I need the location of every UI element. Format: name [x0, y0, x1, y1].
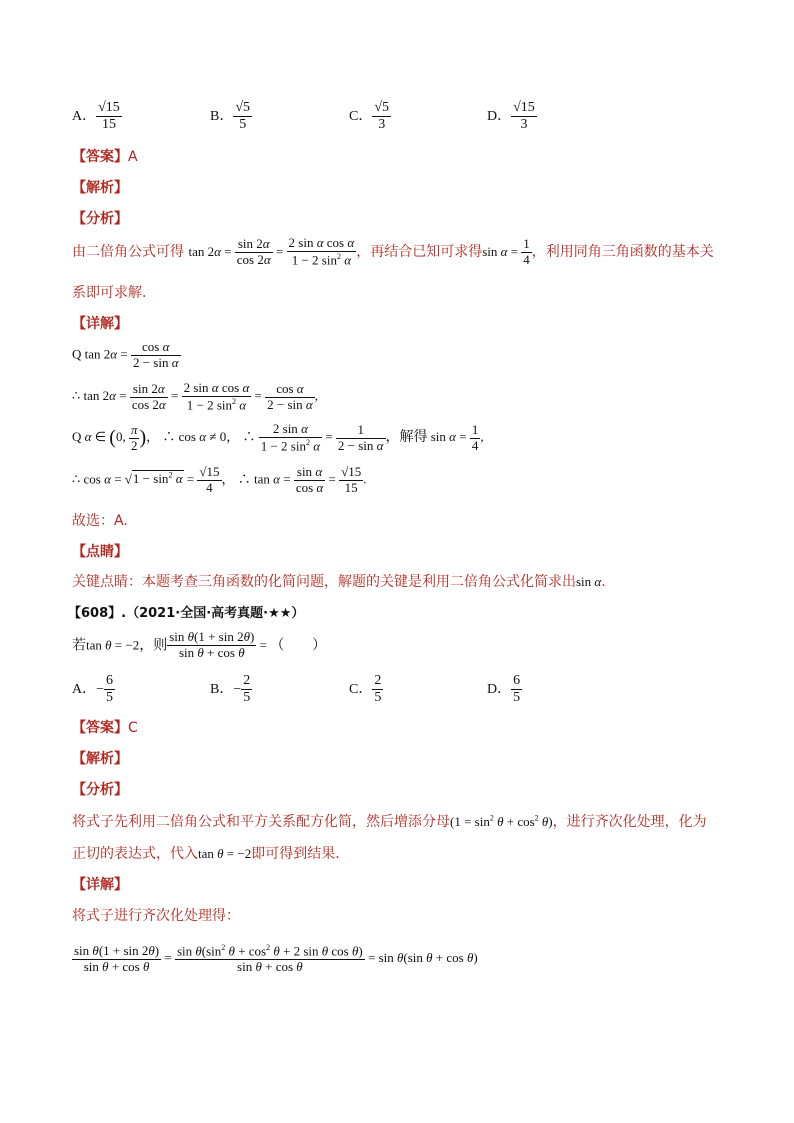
q2-fenxi-line1: 将式子先利用二倍角公式和平方关系配方化简，然后增添分母$(1 = \sin^2 \theta + \cos^2 \theta)$，进行齐次化处理，化为: [72, 813, 707, 830]
q2-fenxi-tag: 【分析】: [72, 782, 128, 798]
q2-option-b: B．− $\frac{2}{5}$: [210, 673, 251, 706]
q1-step1-formula: Q tan 2α = $\frac{\text{cos α}}{\text{2 − sin α}}$: [72, 339, 179, 370]
q1-fenxi-line2: 系即可求解.: [72, 285, 147, 301]
q1-option-c: C． $\frac{√5}{3}$: [349, 100, 390, 133]
q2-stem: 若tan θ = −2，则 $\frac{\text{sin θ(1 + sin 2θ)}}{\text{sin θ + cos θ}}$ = （ ）: [72, 629, 327, 660]
q2-option-d: D． $\frac{6}{5}$: [487, 673, 521, 706]
q1-choice: 故选：A.: [72, 513, 128, 529]
q1-dianjing-tag: 【点睛】: [72, 544, 128, 560]
q2-header: 【608】.（2021·全国·高考真题·★★）: [68, 606, 305, 621]
q1-xiangjie-tag: 【详解】: [72, 316, 128, 332]
q2-final-formula: $\frac{\text{sin θ(1 + sin 2θ)}}{\text{sin θ + cos θ}}$ = $\frac{\sin \theta(\sin^2 \theta + \cos^2 \theta + 2 \sin \theta \cos \theta)}{\text{sin θ + cos θ}}$ = sin θ(sin θ + cos θ): [74, 942, 478, 975]
q1-option-a: A． $\frac{√15}{15}$: [72, 100, 120, 133]
q2-jiexi-tag: 【解析】: [72, 751, 128, 767]
q1-option-d: D． $\frac{√15}{3}$: [487, 100, 535, 133]
q1-step3-formula: Q α ∈ (0, $\frac{\pi}{2}$ )， ∴ cos α ≠ 0， ∴ $\frac{\text{2 sin α}}{1 - 2 \sin^2 \alpha}$ = $\frac{1}{\text{2 − sin α}}$ ，解得 sin α = $\frac{1}{4}$ ,: [72, 421, 484, 454]
q2-xiangjie-tag: 【详解】: [72, 877, 128, 893]
q2-fenxi-line2: 正切的表达式，代入tan θ = −2即可得到结果.: [72, 846, 340, 862]
q2-option-c: C． $\frac{2}{5}$: [349, 673, 382, 706]
q2-xiangjie-text: 将式子进行齐次化处理得：: [72, 908, 240, 924]
q1-option-b: B． $\frac{√5}{5}$: [210, 100, 251, 133]
q1-fenxi-tag: 【分析】: [72, 211, 128, 227]
q1-step2-formula: ∴ tan 2α = $\frac{\sin 2\alpha}{\cos 2\alpha}$ = $\frac{\text{2 sin α cos α}}{1 - 2 \sin^2 \alpha}$ = $\frac{\text{cos α}}{\text{2 − sin α}}$ ,: [72, 380, 318, 413]
q2-option-a: A．− $\frac{6}{5}$: [72, 673, 114, 706]
q1-fenxi-line1: 由二倍角公式可得 tan 2α = $\frac{\sin 2\alpha}{\cos 2\alpha}$ = $\frac{\text{2 sin α cos α}}{1 - 2 \sin^2 \alpha}$ ，再结合已知可求得sin α = $\frac{1}{4}$ ，利用同角三角函数的基本关: [72, 235, 714, 268]
q1-step4-formula: ∴ $\cos \alpha = √1 - \sin^2 \alpha$ = $\frac{√15}{4}$ ， ∴ tan α = $\frac{\text{sin α}}{\text{cos α}}$ = $\frac{√15}{15}$ .: [72, 464, 367, 495]
q1-jiexi-tag: 【解析】: [72, 180, 128, 196]
q1-answer: 【答案】A: [72, 149, 138, 165]
q1-dianjing-text: 关键点睛：本题考查三角函数的化简问题，解题的关键是利用二倍角公式化简求出sin α.: [72, 574, 606, 590]
q2-answer: 【答案】C: [72, 720, 138, 736]
